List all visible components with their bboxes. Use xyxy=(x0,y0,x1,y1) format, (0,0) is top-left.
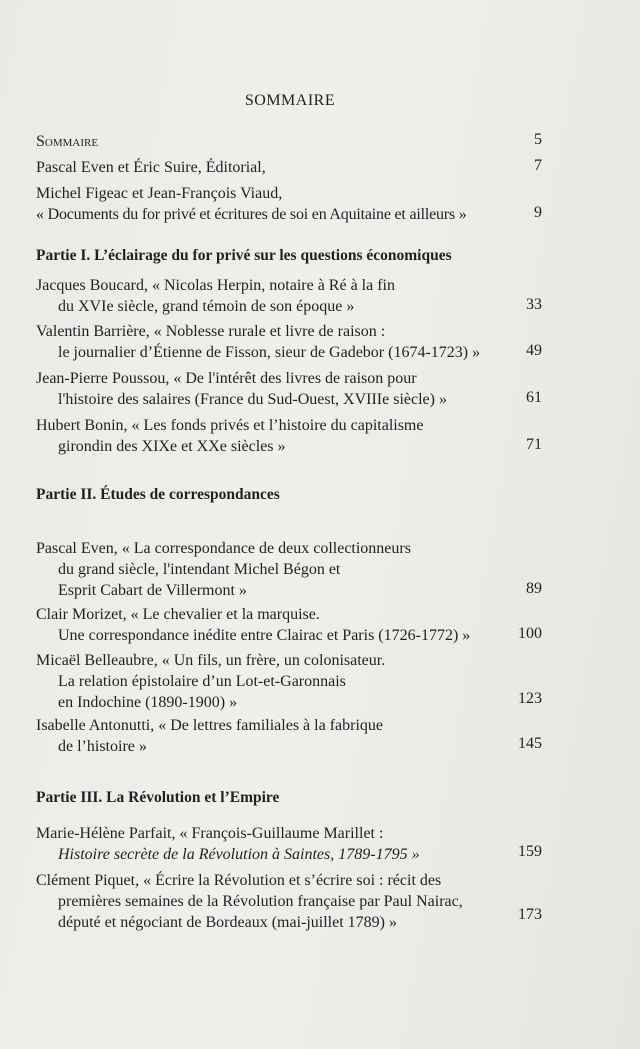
entry-line: Clair Morizet, « Le chevalier et la marquise. xyxy=(36,606,320,623)
entry-line: de l’histoire » xyxy=(58,738,147,755)
page-number: 173 xyxy=(518,906,542,923)
toc-entry-piquet xyxy=(36,870,546,933)
page-number: 5 xyxy=(534,131,542,148)
toc-entry-documents xyxy=(36,183,546,225)
entry-line: Jean-Pierre Poussou, « De l'intérêt des livres de raison pour xyxy=(36,370,417,387)
entry-line: du XVIe siècle, grand témoin de son époque » xyxy=(58,298,355,315)
page-number: 123 xyxy=(518,690,542,707)
toc-entry-barriere xyxy=(36,321,546,363)
toc-entry-boucard xyxy=(36,275,546,317)
page-number: 100 xyxy=(518,625,542,642)
page-number: 159 xyxy=(518,843,542,860)
page-title: SOMMAIRE xyxy=(244,92,336,109)
entry-line: Hubert Bonin, « Les fonds privés et l’histoire du capitalisme xyxy=(36,417,424,434)
entry-line: premières semaines de la Révolution française par Paul Nairac, xyxy=(58,893,463,910)
toc-entry-poussou xyxy=(36,368,546,410)
entry-line: le journalier d’Étienne de Fisson, sieur de Gadebor (1674-1723) » xyxy=(58,344,481,361)
toc-entry-parfait xyxy=(36,823,546,865)
toc-entry-morizet xyxy=(36,604,546,646)
entry-line: Pascal Even et Éric Suire, Éditorial, xyxy=(36,159,266,176)
entry-line: Valentin Barrière, « Noblesse rurale et livre de raison : xyxy=(36,323,386,340)
page-number: 89 xyxy=(526,580,542,597)
part-heading-1: Partie I. L’éclairage du for privé sur les questions économiques xyxy=(36,247,452,264)
page-number: 9 xyxy=(534,204,542,221)
entry-line: Isabelle Antonutti, « De lettres familiales à la fabrique xyxy=(36,717,383,734)
entry-line: Esprit Cabart de Villermont » xyxy=(58,582,247,599)
entry-line: l'histoire des salaires (France du Sud-Ouest, XVIIIe siècle) » xyxy=(58,391,447,408)
page-number: 49 xyxy=(526,342,542,359)
part-heading-2: Partie II. Études de correspondances xyxy=(36,486,280,503)
toc-entry-belleaubre xyxy=(36,650,546,713)
entry-line: Marie-Hélène Parfait, « François-Guillaume Marillet : xyxy=(36,825,384,842)
entry-line: La relation épistolaire d’un Lot-et-Garonnais xyxy=(58,673,346,690)
page-number: 33 xyxy=(526,296,542,313)
entry-line: « Documents du for privé et écritures de soi en Aquitaine et ailleurs » xyxy=(36,206,467,223)
entry-line: Sommaire xyxy=(36,133,99,150)
entry-line: Pascal Even, « La correspondance de deux collectionneurs xyxy=(36,540,411,557)
page-number: 7 xyxy=(534,157,542,174)
toc-entry-editorial xyxy=(36,157,546,178)
page-number: 145 xyxy=(518,735,542,752)
entry-line: Histoire secrète de la Révolution à Saintes, 1789-1795 » xyxy=(58,846,420,863)
entry-line: député et négociant de Bordeaux (mai-juillet 1789) » xyxy=(58,914,397,931)
toc-entry-bonin xyxy=(36,415,546,457)
page-number: 71 xyxy=(526,436,542,453)
entry-line: girondin des XIXe et XXe siècles » xyxy=(58,438,286,455)
entry-line: Jacques Boucard, « Nicolas Herpin, notaire à Ré à la fin xyxy=(36,277,395,294)
entry-line: Micaël Belleaubre, « Un fils, un frère, un colonisateur. xyxy=(36,652,386,669)
entry-line: du grand siècle, l'intendant Michel Bégon et xyxy=(58,561,341,578)
toc-entry-even xyxy=(36,538,546,601)
toc-entry-antonutti xyxy=(36,715,546,757)
entry-line: Une correspondance inédite entre Clairac et Paris (1726-1772) » xyxy=(58,627,471,644)
entry-line: Michel Figeac et Jean-François Viaud, xyxy=(36,185,283,202)
toc-entry-sommaire xyxy=(36,131,546,152)
entry-line: en Indochine (1890-1900) » xyxy=(58,694,238,711)
part-heading-3: Partie III. La Révolution et l’Empire xyxy=(36,789,280,806)
page-number: 61 xyxy=(526,389,542,406)
entry-line: Clément Piquet, « Écrire la Révolution et s’écrire soi : récit des xyxy=(36,872,442,889)
